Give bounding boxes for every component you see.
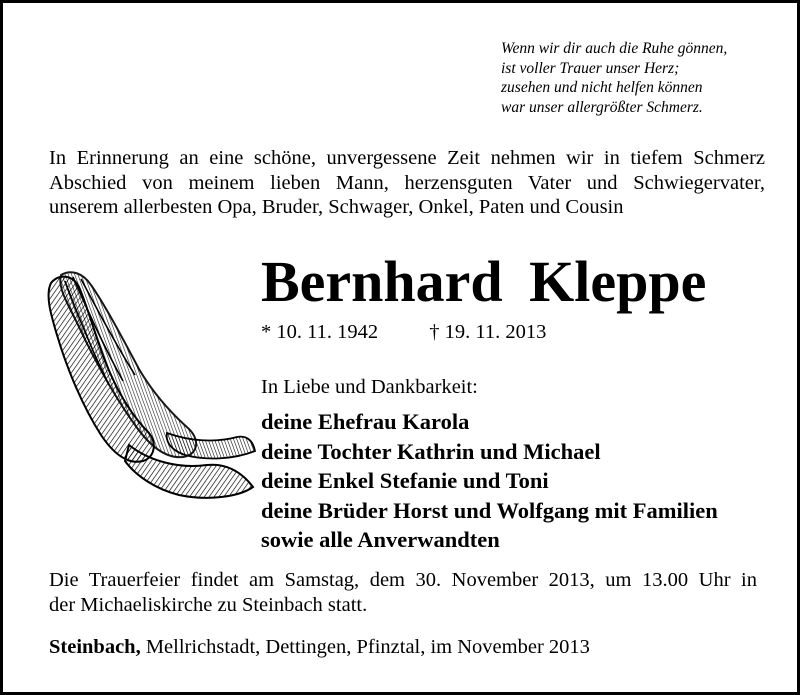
place-town: Steinbach, <box>49 636 141 658</box>
mourner-line: deine Tochter Kathrin und Michael <box>261 438 601 464</box>
thanks-line: In Liebe und Dankbarkeit: <box>261 376 478 398</box>
memorial-poem <box>501 39 791 117</box>
poem-line: war unser allergrößter Schmerz. <box>501 98 703 116</box>
poem-line: ist voller Trauer unser Herz; <box>501 59 680 77</box>
mourner-line: deine Ehefrau Karola <box>261 409 470 434</box>
mourner-line: deine Enkel Stefanie und Toni <box>261 468 549 493</box>
place-rest: Mellrichstadt, Dettingen, Pfinztal, im November 2013 <box>140 636 590 658</box>
intro-line: In Erinnerung an eine schöne, unvergessene Zeit nehmen wir in tiefem Schmerz <box>49 147 765 169</box>
mourner-line: deine Brüder Horst und Wolfgang mit Familien <box>261 497 718 523</box>
intro-text <box>49 146 765 220</box>
poem-line: Wenn wir dir auch die Ruhe gönnen, <box>501 40 728 57</box>
mourner-line: sowie alle Anverwandten <box>261 527 500 552</box>
intro-line: Abschied von meinem lieben Mann, herzensguten Vater und Schwiegervater, <box>49 171 765 194</box>
funeral-line: Die Trauerfeier findet am Samstag, dem 30. November 2013, um 13.00 Uhr in <box>49 569 757 591</box>
mourners-list <box>261 407 718 555</box>
birth-date: * 10. 11. 1942 <box>261 321 379 343</box>
funeral-line: der Michaeliskirche zu Steinbach statt. <box>49 594 368 616</box>
funeral-notice <box>49 568 757 618</box>
deceased-name: Bernhard Kleppe <box>261 249 707 314</box>
life-dates <box>261 321 546 344</box>
praying-hands-icon <box>39 265 259 505</box>
death-date: † 19. 11. 2013 <box>429 321 547 343</box>
poem-line: zusehen und nicht helfen können <box>501 79 703 96</box>
place-and-date <box>49 636 590 659</box>
intro-line: unserem allerbesten Opa, Bruder, Schwager, Onkel, Paten und Cousin <box>49 196 624 218</box>
